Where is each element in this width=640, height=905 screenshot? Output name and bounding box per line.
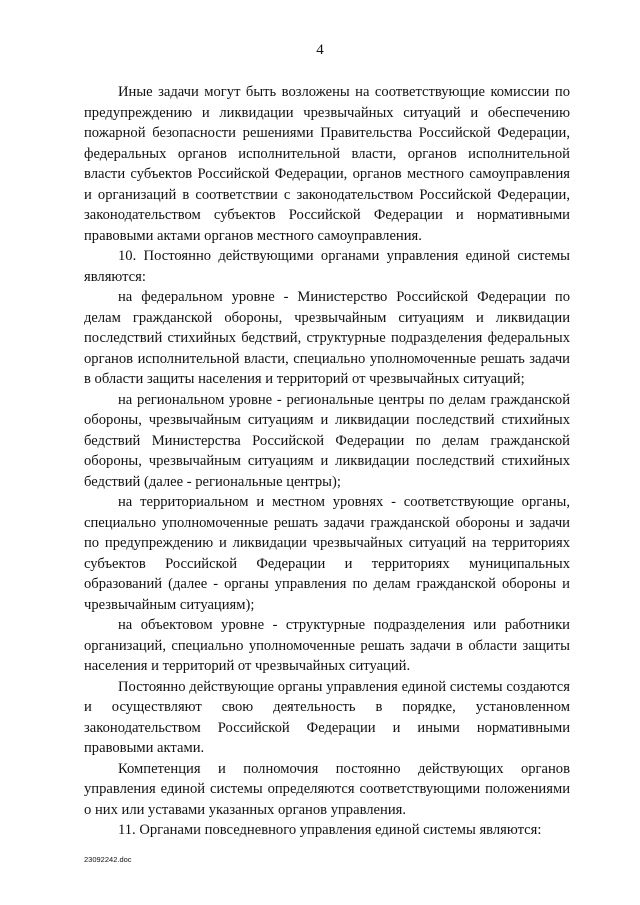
paragraph-other-tasks: Иные задачи могут быть возложены на соответствующие комиссии по предупреждению и ликвидации чрезвычайных ситуаций и обеспечению пожарной безопасности решениями Правительства Российской Федерации, федеральных органов исполнительной власти, органов исполнительной власти субъектов Российской Федерации, органов местного самоуправления и организаций в соответствии с законодательством Российской Федерации, законодательством субъектов Российской Федерации и нормативными правовыми актами органов местного самоуправления. — [84, 84, 570, 244]
paragraph-competence: Компетенция и полномочия постоянно действующих органов управления единой системы определяются соответствующими положениями о них или уставами указанных органов управления. — [84, 760, 570, 818]
paragraph-item-11: 11. Органами повседневного управления единой системы являются: — [118, 822, 542, 838]
file-reference: 23092242.doc — [84, 855, 132, 864]
document-body — [84, 82, 570, 841]
paragraph-territorial-level: на территориальном и местном уровнях - соответствующие органы, специально уполномоченные решать задачи гражданской обороны и задачи по предупреждению и ликвидации чрезвычайных ситуаций на территориях субъектов Российской Федерации и территориях муниципальных образований (далее - органы управления по делам гражданской обороны и чрезвычайным ситуациям); — [84, 494, 570, 613]
paragraph-regional-level: на региональном уровне - региональные центры по делам гражданской обороны, чрезвычайным ситуациям и ликвидации последствий стихийных бедствий Министерства Российской Федерации по делам гражданской обороны, чрезвычайным ситуациям и ликвидации последствий стихийных бедствий (далее - региональные центры); — [84, 391, 570, 490]
paragraph-object-level: на объектовом уровне - структурные подразделения или работники организаций, специально уполномоченные решать задачи в области защиты населения и территорий от чрезвычайных ситуаций. — [84, 617, 570, 674]
paragraph-creation: Постоянно действующие органы управления единой системы создаются и осуществляют свою деятельность в порядке, установленном законодательством Российской Федерации и иными нормативными правовыми актами. — [84, 678, 570, 756]
paragraph-federal-level: на федеральном уровне - Министерство Российской Федерации по делам гражданской обороны, чрезвычайным ситуациям и ликвидации последствий стихийных бедствий, структурные подразделения федеральных органов исполнительной власти, специально уполномоченные решать задачи в области защиты населения и территорий от чрезвычайных ситуаций; — [84, 289, 570, 387]
page-number: 4 — [316, 42, 324, 58]
paragraph-item-10: 10. Постоянно действующими органами управления единой системы являются: — [84, 248, 570, 285]
